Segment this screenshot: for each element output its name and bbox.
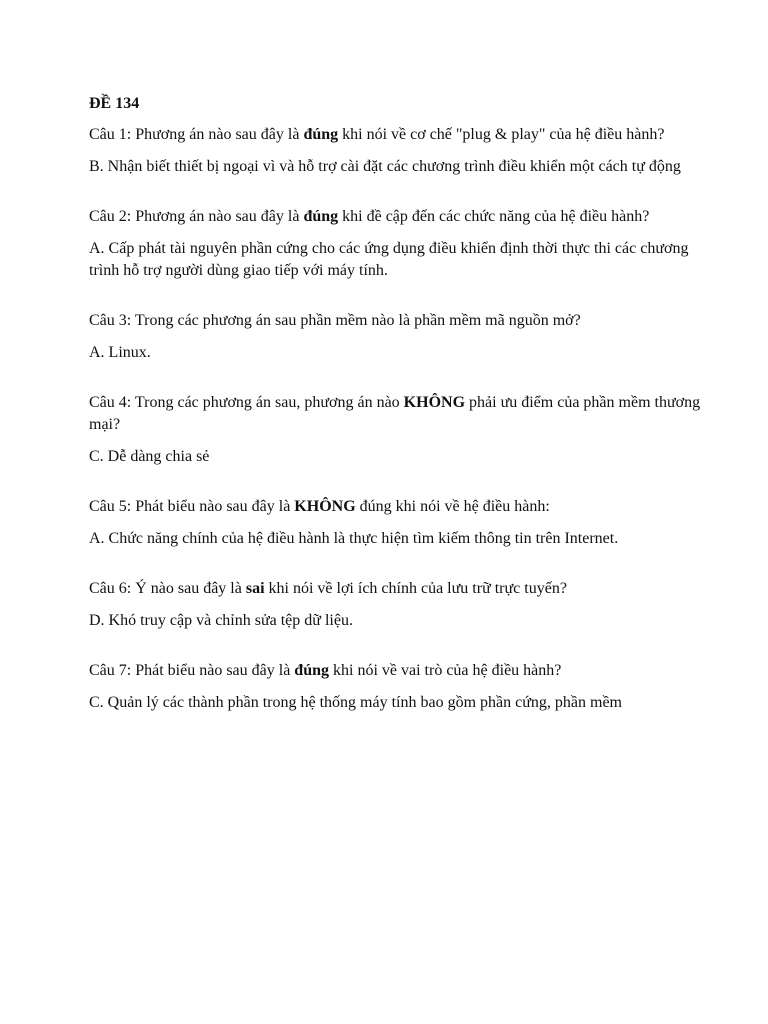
question-text-end: phải ưu điểm của phần mềm thương mại? <box>89 394 701 433</box>
question-text-start: Câu 6: Ý nào sau đây là <box>89 580 246 597</box>
question-text <box>89 496 708 518</box>
exam-code-title: ĐỀ 134 <box>89 95 140 112</box>
question-text-start: Câu 4: Trong các phương án sau, phương án nào <box>89 394 404 411</box>
question-2 <box>89 206 708 282</box>
question-text <box>89 124 708 146</box>
question-4 <box>89 392 708 468</box>
question-text-start: Câu 1: Phương án nào sau đây là <box>89 126 304 143</box>
answer-text: C. Quản lý các thành phần trong hệ thống máy tính bao gồm phần cứng, phần mềm <box>89 694 622 711</box>
question-5 <box>89 496 708 550</box>
question-text-end: khi đề cập đến các chức năng của hệ điều hành? <box>338 208 650 225</box>
question-text-start: Câu 7: Phát biểu nào sau đây là <box>89 662 295 679</box>
question-emphasis: đúng <box>303 126 339 143</box>
question-emphasis: KHÔNG <box>403 394 466 411</box>
question-3 <box>89 310 708 364</box>
answer-text: A. Chức năng chính của hệ điều hành là thực hiện tìm kiếm thông tin trên Internet. <box>89 530 619 547</box>
question-text <box>89 392 708 436</box>
question-text-end: đúng khi nói về hệ điều hành: <box>355 498 550 515</box>
question-6 <box>89 578 708 632</box>
answer-text: C. Dễ dàng chia sẻ <box>89 448 210 465</box>
question-emphasis: sai <box>245 580 265 597</box>
question-text-start: Câu 5: Phát biểu nào sau đây là <box>89 498 295 515</box>
question-text-end: khi nói về cơ chế "plug & play" của hệ điều hành? <box>338 126 665 143</box>
question-text <box>89 206 708 228</box>
question-text-end: khi nói về vai trò của hệ điều hành? <box>329 662 562 679</box>
question-text <box>89 660 708 682</box>
question-text <box>89 578 708 600</box>
answer-text: B. Nhận biết thiết bị ngoại vì và hỗ trợ cài đặt các chương trình điều khiển một cách tự động <box>89 158 681 175</box>
question-text-start: Câu 2: Phương án nào sau đây là <box>89 208 304 225</box>
answer-text: A. Linux. <box>89 344 151 361</box>
question-emphasis: KHÔNG <box>294 498 356 515</box>
question-7 <box>89 660 708 714</box>
question-text-end: khi nói về lợi ích chính của lưu trữ trực tuyến? <box>264 580 567 597</box>
question-text <box>89 310 708 332</box>
question-emphasis: đúng <box>303 208 339 225</box>
question-text-start: Câu 3: Trong các phương án sau phần mềm nào là phần mềm mã nguồn mở? <box>89 312 581 329</box>
question-1 <box>89 124 708 178</box>
answer-text: D. Khó truy cập và chỉnh sửa tệp dữ liệu. <box>89 612 353 629</box>
question-emphasis: đúng <box>294 662 329 679</box>
answer-text: A. Cấp phát tài nguyên phần cứng cho các ứng dụng điều khiển định thời thực thi các chương trình hỗ trợ người dùng giao tiếp với máy tính. <box>89 240 689 279</box>
